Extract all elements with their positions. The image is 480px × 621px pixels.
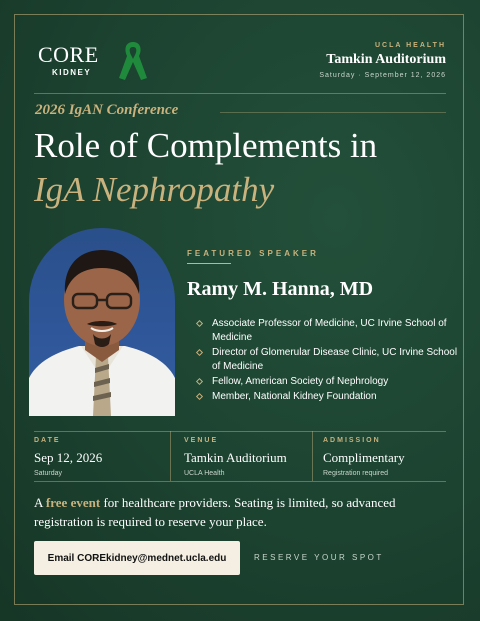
detail-label: ADMISSION [323,437,381,444]
diamond-bullet-icon [196,393,203,400]
list-item [196,390,458,404]
detail-sub: UCLA Health [184,470,225,477]
diamond-bullet-icon [196,349,203,356]
detail-date [34,437,102,477]
reserve-spot-label: RESERVE YOUR SPOT [254,553,384,562]
speaker-credentials [196,317,458,405]
conference-label: 2026 IgAN Conference [35,102,179,118]
divider [187,263,231,264]
credential-text: Member, National Kidney Foundation [212,391,377,402]
detail-sub: Saturday [34,470,63,477]
list-item [196,346,458,374]
diamond-bullet-icon [196,378,203,385]
free-event-highlight: free event [45,495,101,510]
core-kidney-logo [38,38,158,88]
speaker-photo [29,228,175,416]
detail-venue [184,437,287,477]
divider [220,112,446,113]
organization-label: UCLA HEALTH [375,42,446,49]
title-line-1: Role of Complements in [34,126,378,165]
credential-text: Director of Glomerular Disease Clinic, UC Irvine School of Medicine [212,347,458,372]
diamond-bullet-icon [196,320,203,327]
divider [34,431,446,432]
detail-value: Sep 12, 2026 [34,450,103,465]
featured-speaker-label: FEATURED SPEAKER [187,249,319,258]
divider [312,431,313,481]
header-venue: Tamkin Auditorium [326,52,446,67]
detail-value: Complimentary [323,450,405,465]
list-item [196,375,458,389]
header-event-info [319,42,446,79]
event-description [34,493,446,531]
credential-text: Associate Professor of Medicine, UC Irvine School of Medicine [212,318,447,343]
detail-admission [323,437,405,477]
header-date: Saturday · September 12, 2026 [319,72,446,79]
divider [34,481,446,482]
credential-text: Fellow, American Society of Nephrology [212,376,389,387]
awareness-ribbon-icon [116,38,150,84]
email-button[interactable]: Email COREkidney@mednet.ucla.edu [34,541,240,575]
detail-value: Tamkin Auditorium [184,450,287,465]
logo-subtitle: KIDNEY [52,68,92,77]
speaker-name: Ramy M. Hanna, MD [187,278,374,300]
detail-label: DATE [34,437,61,444]
divider [170,431,171,481]
detail-label: VENUE [184,437,219,444]
divider [34,93,446,94]
title-line-2: IgA Nephropathy [34,170,275,209]
logo-wordmark: CORE [38,42,99,67]
detail-sub: Registration required [323,470,388,477]
intro-rest: for healthcare providers. Seating is limited, so advanced registration is required to reserve your place. [34,495,396,529]
list-item [196,317,458,345]
intro-prefix: A [34,495,46,510]
